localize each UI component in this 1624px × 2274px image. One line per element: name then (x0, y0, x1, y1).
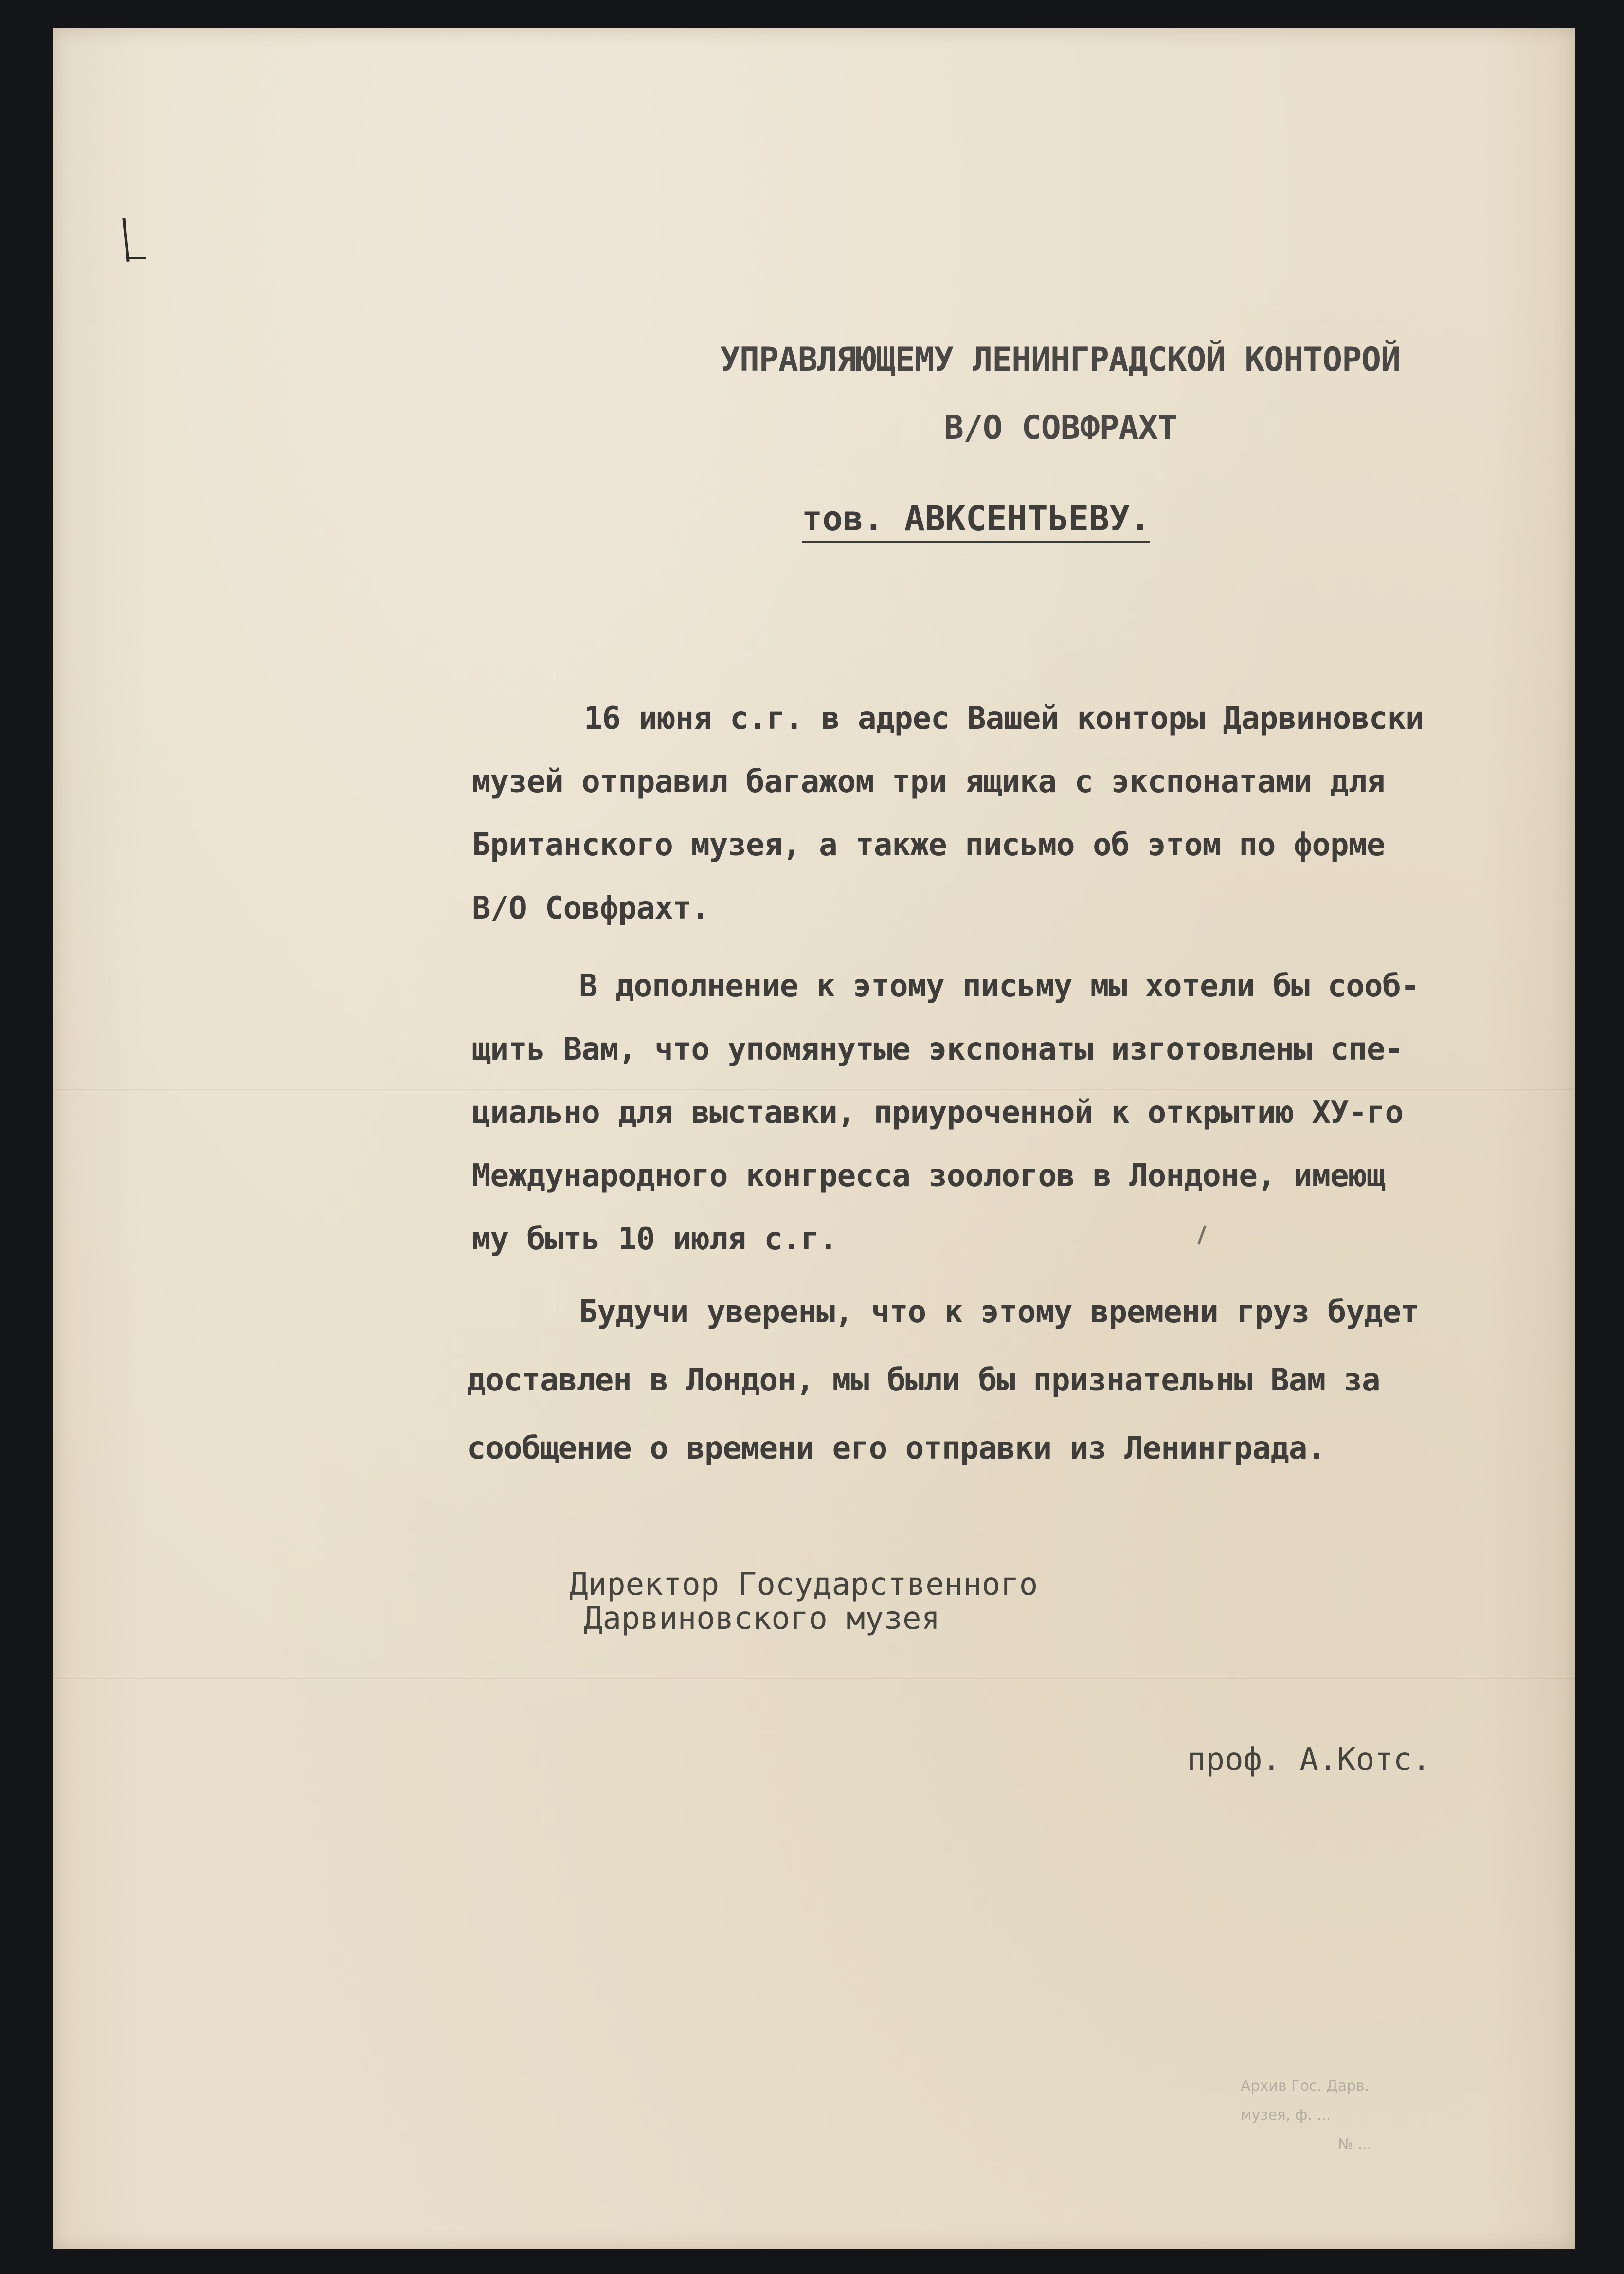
body-line: сообщение о времени его отправки из Ленинграда. (467, 1430, 1325, 1466)
signature-name: проф. А.Котс. (1187, 1742, 1431, 1778)
body-line: доставлен в Лондон, мы были бы признательны Вам за (467, 1362, 1380, 1398)
pen-mark (1197, 1225, 1206, 1244)
stamp-line: музея, ф. ... (1241, 2107, 1331, 2124)
stamp-line: № ... (1338, 2136, 1372, 2153)
heading-line-1: УПРАВЛЯЮЩЕМУ ЛЕНИНГРАДСКОЙ КОНТОРОЙ (720, 341, 1400, 379)
heading-line-2: В/О СОВФРАХТ (944, 409, 1177, 447)
body-line: му быть 10 июля с.г. (472, 1221, 837, 1257)
body-line: Британского музея, а также письмо об этом по форме (472, 827, 1385, 863)
body-line: Будучи уверены, что к этому времени груз будет (579, 1294, 1419, 1330)
paper-fold-line (53, 1678, 1575, 1679)
paper-fold-line (53, 1089, 1575, 1090)
body-line: музей отправил багажом три ящика с экспонатами для (472, 764, 1385, 800)
archive-stamp (1241, 2073, 1469, 2184)
body-line: 16 июня с.г. в адрес Вашей конторы Дарвиновски (584, 701, 1424, 737)
body-line: В дополнение к этому письму мы хотели бы сооб- (579, 968, 1419, 1004)
body-line: В/О Совфрахт. (472, 890, 709, 926)
body-line: щить Вам, что упомянутые экспонаты изготовлены спе- (472, 1031, 1404, 1067)
signature-title-line-2: Дарвиновского музея (584, 1601, 940, 1637)
body-line: циально для выставки, приуроченной к открытию ХУ-го (472, 1095, 1404, 1131)
pen-mark (126, 257, 146, 259)
addressee: тов. АВКСЕНТЬЕВУ. (802, 499, 1150, 543)
signature-title-line-1: Директор Государственного (569, 1567, 1038, 1603)
stamp-line: Архив Гос. Дарв. (1241, 2077, 1370, 2094)
body-line: Международного конгресса зоологов в Лондоне, имеющ (472, 1158, 1385, 1194)
pen-mark (122, 218, 129, 262)
